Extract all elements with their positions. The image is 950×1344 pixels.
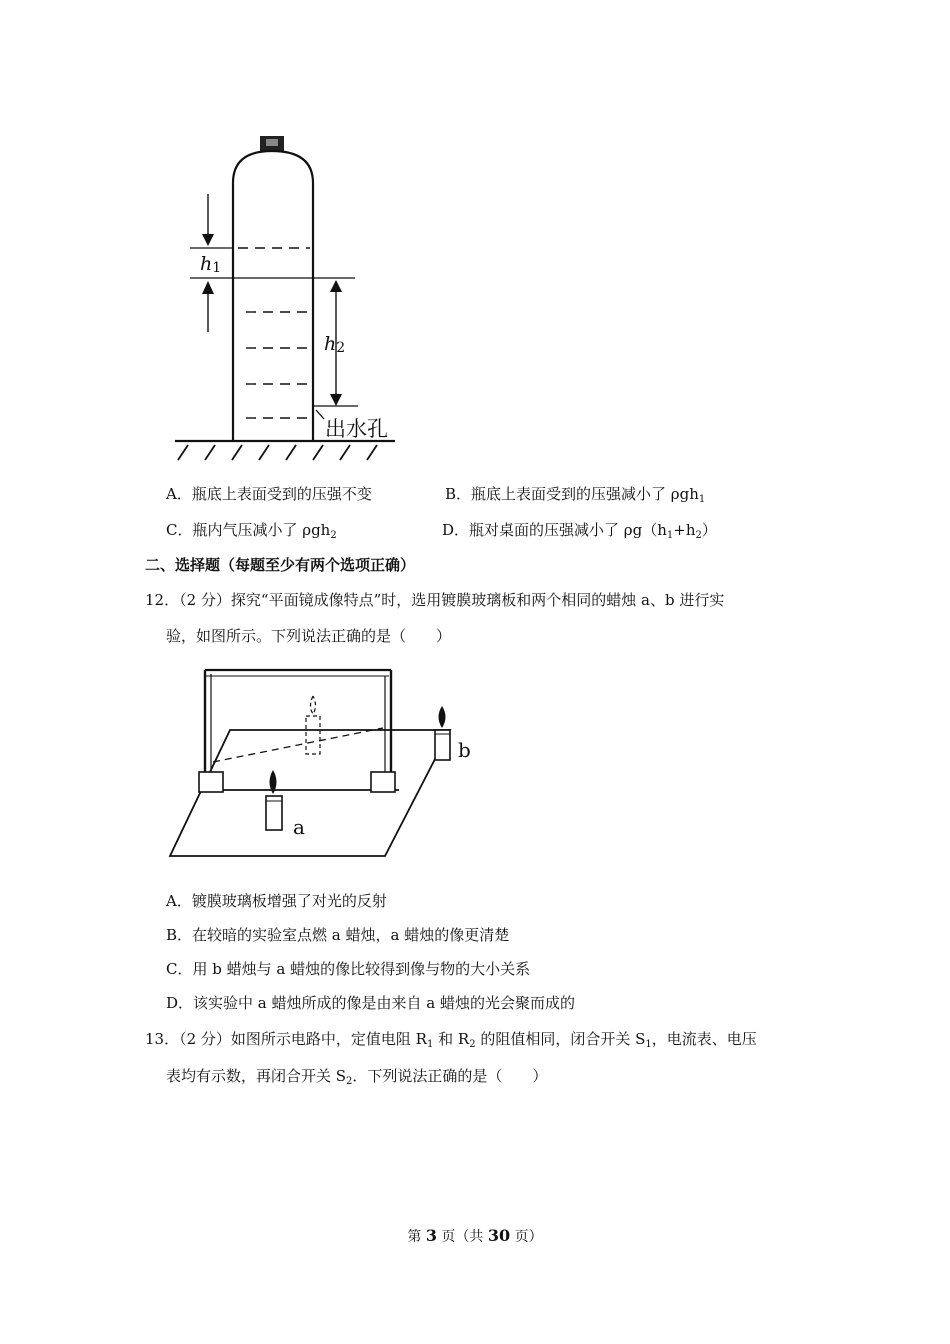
q13-stem-line2: 表均有示数，再闭合开关 $S_2$．下列说法正确的是（ ）: [166, 1067, 548, 1087]
right-stand: [371, 772, 395, 792]
page-number: 3: [425, 1226, 437, 1245]
left-stand: [199, 772, 223, 792]
page-footer: 第 3 页（共 30 页）: [407, 1226, 543, 1245]
q12-option-d: D．该实验中 a 蜡烛所成的像是由来自 a 蜡烛的光会聚而成的: [166, 994, 575, 1012]
h1-up-arrow: [202, 281, 214, 332]
h1-down-arrow: [202, 194, 214, 246]
candle-b: [435, 706, 450, 760]
q13-stem-line1: 13．（2 分）如图所示电路中，定值电阻 $R_1$ 和 $R_2$ 的阻值相同，闭合开关 $S_1$，电流表、电压: [145, 1030, 757, 1050]
page-total: 30: [487, 1226, 511, 1245]
candle-a: [266, 770, 282, 830]
q11-option-c: C．瓶内气压减小了 ρgh$_2$: [166, 521, 337, 541]
table-plane: [170, 730, 450, 856]
q12-option-c: C．用 b 蜡烛与 a 蜡烛的像比较得到像与物的大小关系: [166, 960, 531, 978]
section-heading: 二、选择题（每题至少有两个选项正确）: [145, 556, 416, 574]
label-b: b: [458, 738, 471, 762]
bottle-outline: [233, 151, 313, 441]
q12-option-b: B．在较暗的实验室点燃 a 蜡烛，a 蜡烛的像更清楚: [166, 926, 510, 944]
q12-stem-line1: 12．（2 分）探究“平面镜成像特点”时，选用镀膜玻璃板和两个相同的蜡烛 a、b 进行实: [145, 591, 725, 609]
q11-option-b: B．瓶底上表面受到的压强减小了 ρgh$_1$: [445, 485, 706, 505]
candle-image: [306, 696, 320, 754]
mirror-candle-figure: [165, 664, 485, 864]
q11-option-a: A．瓶底上表面受到的压强不变: [166, 485, 372, 503]
q11-option-d: D．瓶对桌面的压强减小了 $\rho g(h_1+h_2)$: [442, 521, 717, 541]
h1-label: h1: [200, 253, 222, 276]
bottle-pressure-figure: [170, 128, 420, 473]
water-level-marks: [238, 248, 310, 418]
h2-label: h2: [324, 333, 346, 356]
label-a: a: [293, 815, 305, 839]
ground: [175, 441, 395, 460]
q12-option-a: A．镀膜玻璃板增强了对光的反射: [166, 892, 387, 910]
q12-stem-line2: 验，如图所示。下列说法正确的是（ ）: [166, 627, 452, 645]
outlet-label: 出水孔: [325, 417, 388, 441]
